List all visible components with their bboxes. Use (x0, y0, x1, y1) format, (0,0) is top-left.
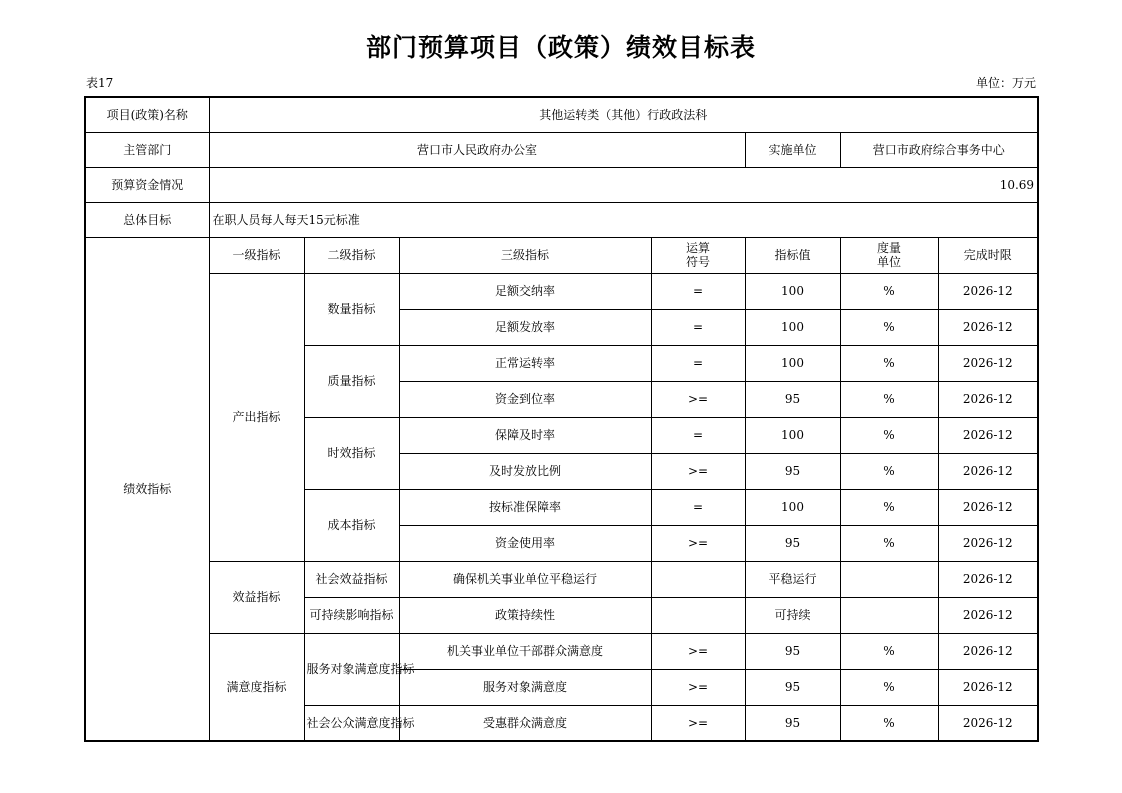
indicator-deadline: 2026-12 (938, 345, 1038, 381)
group-timeliness: 时效指标 (304, 417, 399, 489)
indicator-operator: >= (651, 705, 745, 741)
indicator-unit: % (840, 345, 938, 381)
group-output: 产出指标 (209, 273, 304, 561)
group-quality: 质量指标 (304, 345, 399, 417)
impl-unit-label: 实施单位 (745, 132, 840, 167)
indicator-deadline: 2026-12 (938, 669, 1038, 705)
performance-table (84, 96, 1039, 742)
indicator-deadline: 2026-12 (938, 633, 1038, 669)
indicator-deadline: 2026-12 (938, 597, 1038, 633)
indicator-deadline: 2026-12 (938, 417, 1038, 453)
indicator-name: 足额交纳率 (399, 273, 651, 309)
dept-label: 主管部门 (85, 132, 209, 167)
indicator-name: 资金到位率 (399, 381, 651, 417)
indicator-value: 95 (745, 669, 840, 705)
group-satisfaction: 满意度指标 (209, 633, 304, 741)
budget-value: 10.69 (209, 167, 1038, 202)
indicator-unit: % (840, 417, 938, 453)
indicator-unit (840, 597, 938, 633)
header-operator (651, 237, 745, 273)
indicator-value: 100 (745, 309, 840, 345)
indicator-deadline: 2026-12 (938, 489, 1038, 525)
indicator-value: 100 (745, 273, 840, 309)
page-title: 部门预算项目（政策）绩效目标表 (365, 33, 756, 62)
indicator-deadline: 2026-12 (938, 705, 1038, 741)
indicator-deadline: 2026-12 (938, 381, 1038, 417)
indicator-name: 政策持续性 (399, 597, 651, 633)
indicator-unit: % (840, 669, 938, 705)
impl-unit-value: 营口市政府综合事务中心 (840, 132, 1038, 167)
header-value: 指标值 (745, 237, 840, 273)
dept-value: 营口市人民政府办公室 (209, 132, 745, 167)
indicator-value: 100 (745, 489, 840, 525)
table-number: 表17 (86, 76, 114, 90)
indicator-deadline: 2026-12 (938, 525, 1038, 561)
group-social: 社会效益指标 (304, 561, 399, 597)
header-level2: 二级指标 (304, 237, 399, 273)
indicator-operator: = (651, 417, 745, 453)
indicator-value: 平稳运行 (745, 561, 840, 597)
indicator-operator: >= (651, 633, 745, 669)
indicator-deadline: 2026-12 (938, 273, 1038, 309)
indicator-name: 足额发放率 (399, 309, 651, 345)
indicator-unit: % (840, 273, 938, 309)
indicator-name: 受惠群众满意度 (399, 705, 651, 741)
table-row (85, 561, 1038, 597)
indicator-operator (651, 597, 745, 633)
indicator-operator: = (651, 309, 745, 345)
indicator-name: 资金使用率 (399, 525, 651, 561)
perf-indicator-label: 绩效指标 (85, 237, 209, 741)
indicator-name: 及时发放比例 (399, 453, 651, 489)
header-deadline: 完成时限 (938, 237, 1038, 273)
indicator-name: 机关事业单位干部群众满意度 (399, 633, 651, 669)
indicator-unit (840, 561, 938, 597)
indicator-deadline: 2026-12 (938, 561, 1038, 597)
header-operator-line1: 运算 (685, 241, 710, 255)
group-sustain: 可持续影响指标 (304, 597, 399, 633)
indicator-value: 95 (745, 525, 840, 561)
indicator-unit: % (840, 381, 938, 417)
overall-goal-value: 在职人员每人每天15元标准 (209, 202, 1038, 237)
indicator-operator (651, 561, 745, 597)
indicator-value: 100 (745, 417, 840, 453)
indicator-unit: % (840, 525, 938, 561)
indicator-deadline: 2026-12 (938, 309, 1038, 345)
indicator-operator: = (651, 489, 745, 525)
group-cost: 成本指标 (304, 489, 399, 561)
budget-label: 预算资金情况 (85, 167, 209, 202)
indicator-value: 95 (745, 381, 840, 417)
project-name-label: 项目(政策)名称 (85, 97, 209, 132)
indicator-unit: % (840, 309, 938, 345)
indicator-header-row (85, 237, 1038, 273)
project-name-value: 其他运转类（其他）行政政法科 (209, 97, 1038, 132)
header-unit-line2: 单位 (876, 255, 901, 269)
unit-label: 单位：万元 (975, 76, 1036, 90)
overall-goal-label: 总体目标 (85, 202, 209, 237)
indicator-name: 服务对象满意度 (399, 669, 651, 705)
indicator-deadline: 2026-12 (938, 453, 1038, 489)
header-unit-line1: 度量 (876, 241, 901, 255)
indicator-name: 确保机关事业单位平稳运行 (399, 561, 651, 597)
header-level1: 一级指标 (209, 237, 304, 273)
indicator-value: 95 (745, 633, 840, 669)
indicator-operator: = (651, 345, 745, 381)
indicator-operator: >= (651, 381, 745, 417)
indicator-value: 可持续 (745, 597, 840, 633)
budget-row (85, 167, 1038, 202)
table-row (85, 633, 1038, 669)
header-level3: 三级指标 (399, 237, 651, 273)
indicator-value: 95 (745, 453, 840, 489)
indicator-operator: >= (651, 453, 745, 489)
indicator-value: 95 (745, 705, 840, 741)
group-public-satisfaction: 社会公众满意度指标 (304, 705, 399, 741)
overall-goal-row (85, 202, 1038, 237)
indicator-operator: >= (651, 525, 745, 561)
table-row (85, 273, 1038, 309)
header-unit (840, 237, 938, 273)
dept-row (85, 132, 1038, 167)
indicator-unit: % (840, 489, 938, 525)
indicator-unit: % (840, 705, 938, 741)
header-operator-line2: 符号 (685, 255, 710, 269)
indicator-value: 100 (745, 345, 840, 381)
indicator-name: 保障及时率 (399, 417, 651, 453)
indicator-operator: >= (651, 669, 745, 705)
project-name-row (85, 97, 1038, 132)
group-service-satisfaction: 服务对象满意度指标 (304, 633, 399, 705)
group-quantity: 数量指标 (304, 273, 399, 345)
indicator-unit: % (840, 633, 938, 669)
indicator-unit: % (840, 453, 938, 489)
group-benefit: 效益指标 (209, 561, 304, 633)
indicator-operator: = (651, 273, 745, 309)
indicator-name: 正常运转率 (399, 345, 651, 381)
indicator-name: 按标准保障率 (399, 489, 651, 525)
